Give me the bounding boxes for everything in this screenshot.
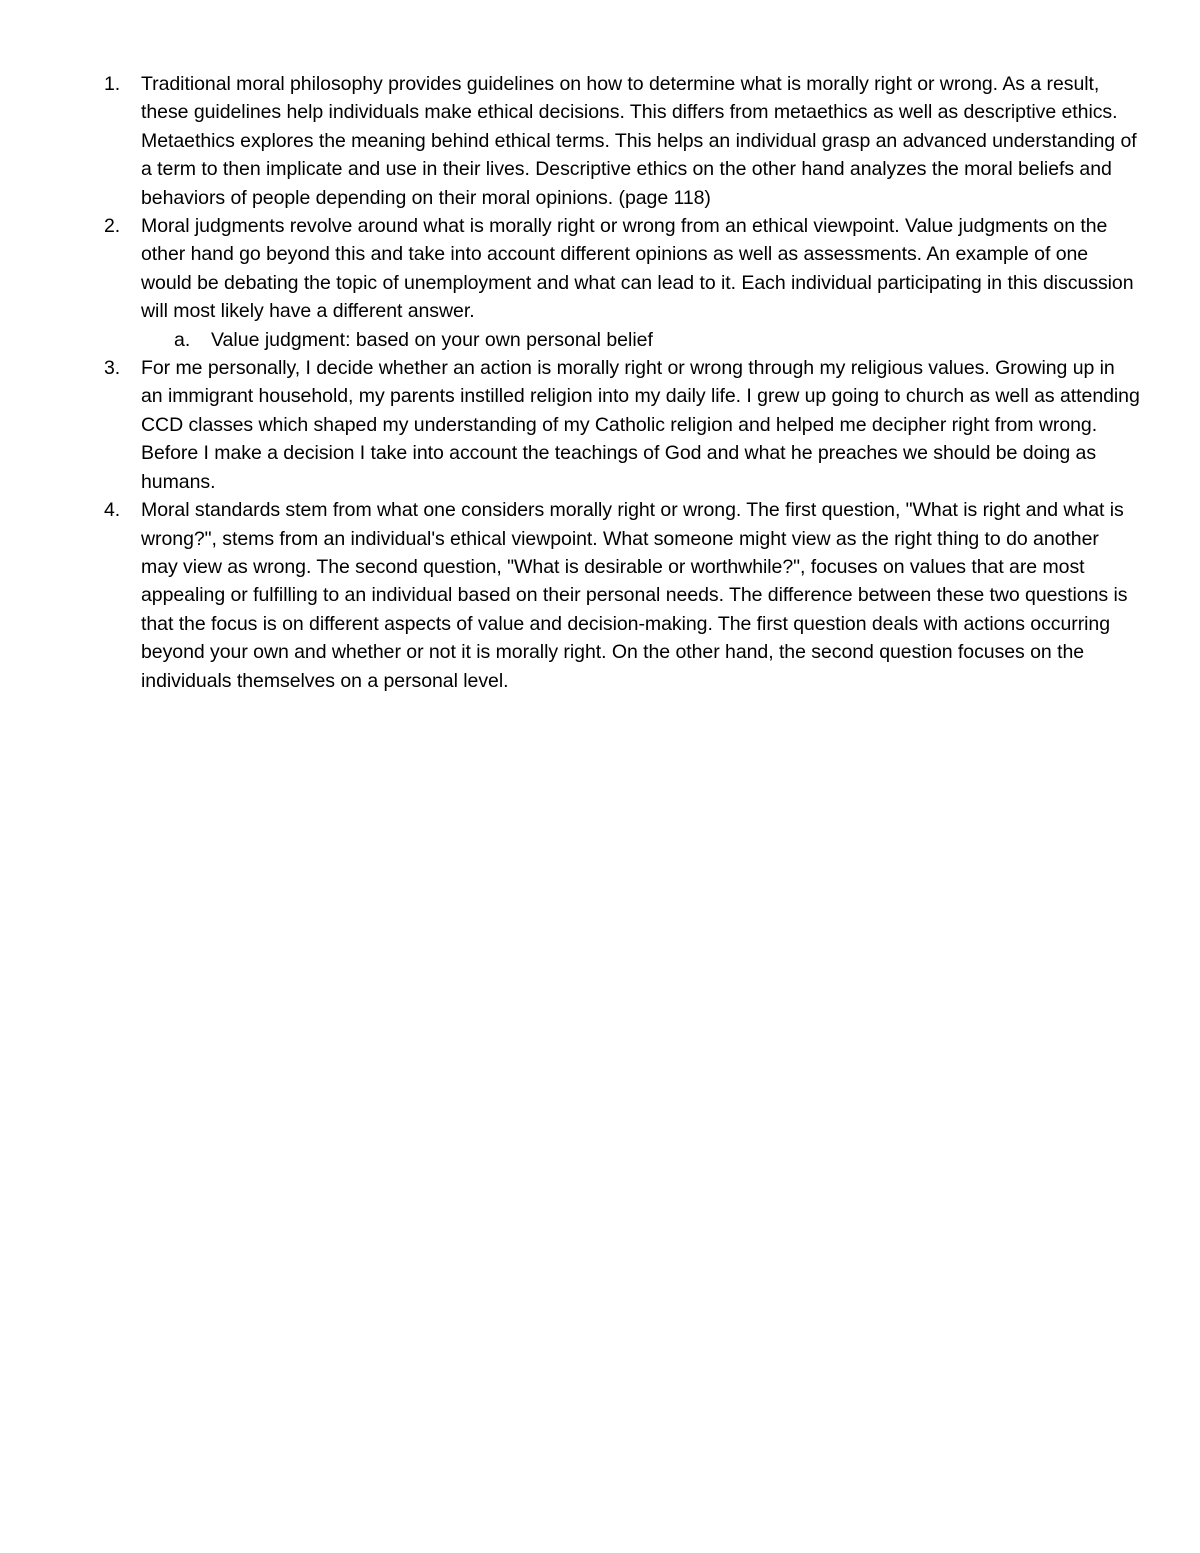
list-item xyxy=(100,70,1140,212)
sub-list-item xyxy=(100,326,1140,354)
numbered-list xyxy=(100,70,1140,695)
list-item xyxy=(100,354,1140,496)
list-marker: 1. xyxy=(104,73,121,95)
list-item xyxy=(100,496,1140,695)
list-item-text: Moral standards stem from what one considers morally right or wrong. The first question, "What is right and what is wrong?", stems from an individual's ethical viewpoint. What someone might view as the right thing to do another may view as wrong. The second question, "What is desirable or worthwhile?", focuses on values that are most appealing or fulfilling to an individual based on their personal needs. The difference between these two questions is that the focus is on different aspects of value and decision-making. The first question deals with actions occurring beyond your own and whether or not it is morally right. On the other hand, the second question focuses on the individuals themselves on a personal level. xyxy=(141,499,1128,692)
list-item xyxy=(100,212,1140,326)
list-marker: 2. xyxy=(104,215,121,238)
list-item-text: Traditional moral philosophy provides guidelines on how to determine what is morally right or wrong. As a result, these guidelines help individuals make ethical decisions. This differs from metaethics as well as descriptive ethics. Metaethics explores the meaning behind ethical terms. This helps an individual grasp an advanced understanding of a term to then implicate and use in their lives. Descriptive ethics on the other hand analyzes the moral beliefs and behaviors of people depending on their moral opinions. (page 118) xyxy=(141,73,1137,209)
list-marker: 3. xyxy=(104,357,121,380)
list-item-text: For me personally, I decide whether an action is morally right or wrong through my religious values. Growing up in an immigrant household, my parents instilled religion into my daily life. I grew up going to church as well as attending CCD classes which shaped my understanding of my Catholic religion and helped me decipher right from wrong. Before I make a decision I take into account the teachings of God and what he preaches we should be doing as humans. xyxy=(141,357,1140,493)
sub-list-marker: a. xyxy=(174,328,191,351)
sub-list-item-text: Value judgment: based on your own personal belief xyxy=(211,328,653,351)
list-marker: 4. xyxy=(104,499,121,522)
list-item-text: Moral judgments revolve around what is morally right or wrong from an ethical viewpoint. Value judgments on the other hand go beyond this and take into account different opinions as well as assessments. An example of one would be debating the topic of unemployment and what can lead to it. Each individual participating in this discussion will most likely have a different answer. xyxy=(141,215,1134,323)
